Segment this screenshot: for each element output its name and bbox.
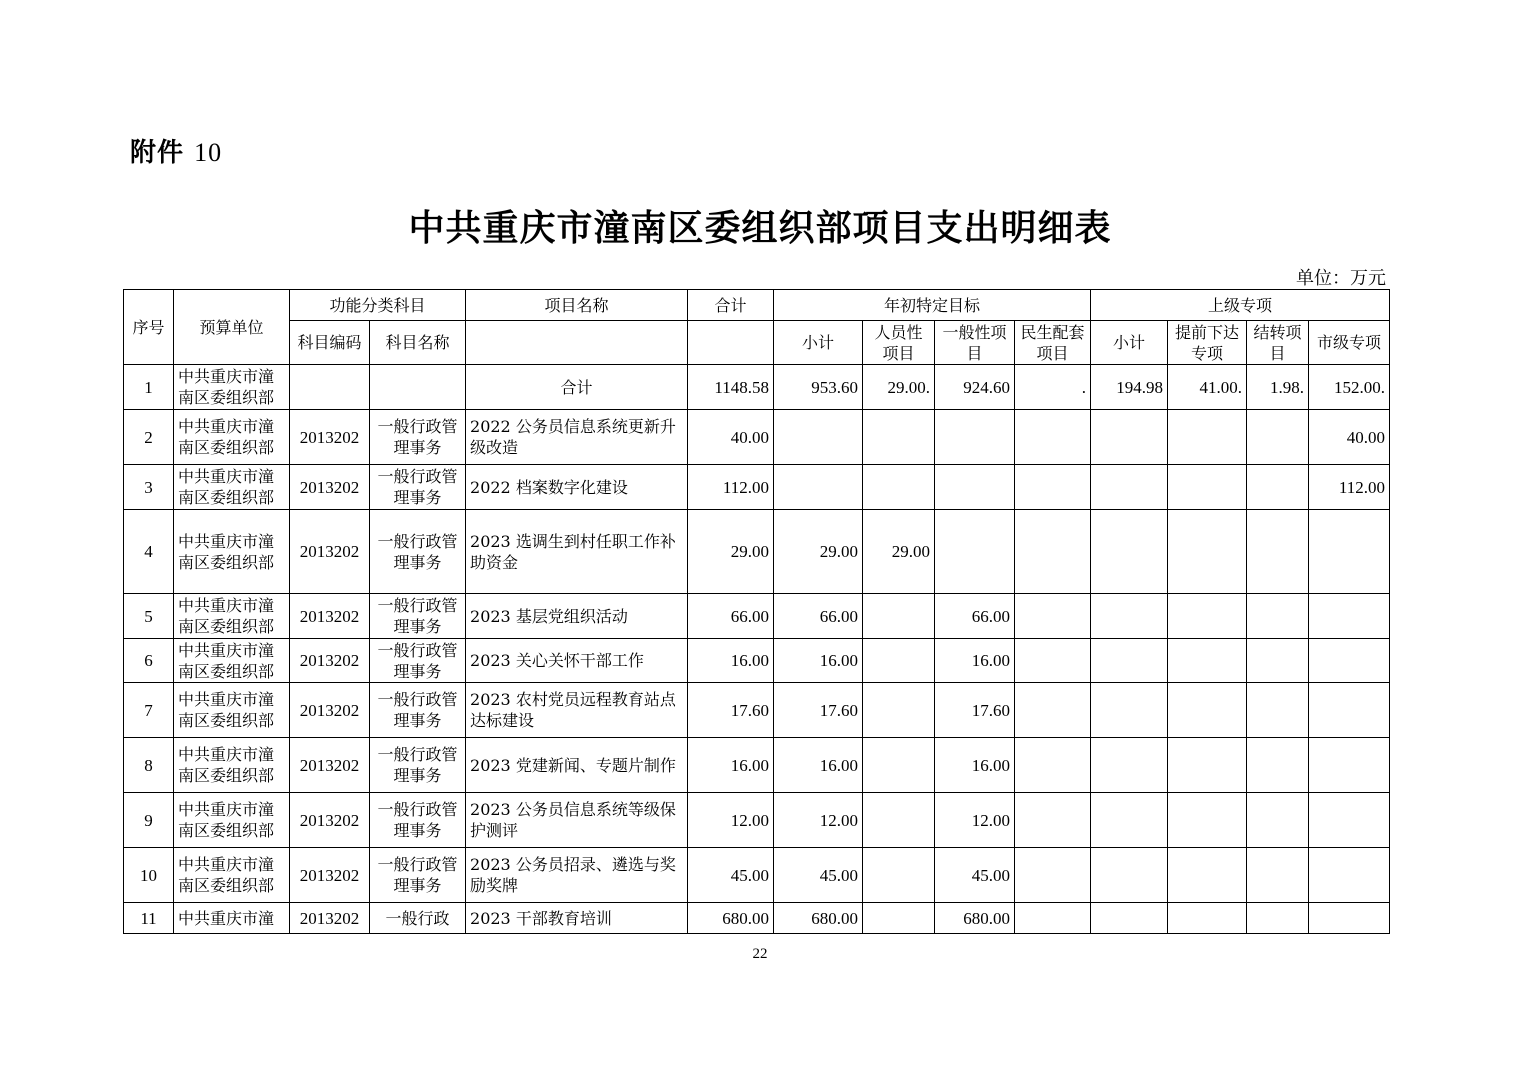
cell-city [1309, 594, 1390, 639]
header-project-name-blank [466, 321, 688, 365]
attachment-word: 附件 [130, 138, 185, 168]
cell-code: 2013202 [290, 848, 370, 903]
table-row [124, 510, 1390, 594]
cell-upper-subtotal [1091, 848, 1168, 903]
cell-livelihood [1015, 848, 1091, 903]
cell-unit: 中共重庆市潼南区委组织部 [174, 465, 290, 510]
cell-project: 合计 [466, 365, 688, 410]
cell-seq: 4 [124, 510, 174, 594]
cell-project: 2023 选调生到村任职工作补助资金 [466, 510, 688, 594]
cell-project: 2023 基层党组织活动 [466, 594, 688, 639]
cell-subject [370, 365, 466, 410]
header-project-name: 项目名称 [466, 290, 688, 321]
cell-seq: 9 [124, 793, 174, 848]
cell-total: 16.00 [688, 639, 774, 683]
cell-carryover [1247, 738, 1309, 793]
cell-personnel [863, 639, 935, 683]
cell-target-subtotal: 16.00 [774, 738, 863, 793]
cell-total: 45.00 [688, 848, 774, 903]
cell-livelihood [1015, 903, 1091, 934]
header-target-subtotal: 小计 [774, 321, 863, 365]
cell-upper-subtotal [1091, 738, 1168, 793]
cell-personnel [863, 465, 935, 510]
cell-total: 112.00 [688, 465, 774, 510]
table-row [124, 738, 1390, 793]
header-seq: 序号 [124, 290, 174, 365]
cell-project: 2023 干部教育培训 [466, 903, 688, 934]
cell-city [1309, 793, 1390, 848]
cell-carryover [1247, 465, 1309, 510]
cell-subject: 一般行政管理事务 [370, 639, 466, 683]
cell-total: 40.00 [688, 410, 774, 465]
cell-livelihood [1015, 594, 1091, 639]
cell-city [1309, 683, 1390, 738]
cell-project: 2023 关心关怀干部工作 [466, 639, 688, 683]
cell-personnel [863, 903, 935, 934]
page-number: 22 [752, 946, 768, 962]
header-subject-name: 科目名称 [370, 321, 466, 365]
cell-total: 1148.58 [688, 365, 774, 410]
cell-upper-subtotal [1091, 793, 1168, 848]
cell-general: 45.00 [935, 848, 1015, 903]
cell-advance [1168, 738, 1247, 793]
cell-project: 2023 公务员招录、遴选与奖励奖牌 [466, 848, 688, 903]
cell-personnel [863, 848, 935, 903]
cell-livelihood [1015, 738, 1091, 793]
cell-city [1309, 510, 1390, 594]
cell-carryover [1247, 594, 1309, 639]
cell-total: 66.00 [688, 594, 774, 639]
cell-advance: 41.00. [1168, 365, 1247, 410]
cell-carryover [1247, 793, 1309, 848]
cell-code: 2013202 [290, 465, 370, 510]
cell-general [935, 410, 1015, 465]
cell-seq: 1 [124, 365, 174, 410]
cell-unit: 中共重庆市潼南区委组织部 [174, 510, 290, 594]
cell-general: 924.60 [935, 365, 1015, 410]
cell-personnel [863, 683, 935, 738]
table-row [124, 410, 1390, 465]
cell-unit: 中共重庆市潼南区委组织部 [174, 848, 290, 903]
cell-subject: 一般行政管理事务 [370, 410, 466, 465]
cell-subject: 一般行政管理事务 [370, 510, 466, 594]
cell-advance [1168, 848, 1247, 903]
cell-subject: 一般行政管理事务 [370, 683, 466, 738]
cell-unit: 中共重庆市潼南区委组织部 [174, 410, 290, 465]
cell-carryover [1247, 903, 1309, 934]
header-upper-subtotal: 小计 [1091, 321, 1168, 365]
cell-code: 2013202 [290, 639, 370, 683]
cell-project: 2023 党建新闻、专题片制作 [466, 738, 688, 793]
cell-advance [1168, 793, 1247, 848]
cell-seq: 8 [124, 738, 174, 793]
cell-unit: 中共重庆市潼 [174, 903, 290, 934]
cell-code: 2013202 [290, 510, 370, 594]
table-row [124, 594, 1390, 639]
cell-seq: 3 [124, 465, 174, 510]
header-subject-code: 科目编码 [290, 321, 370, 365]
cell-subject: 一般行政管理事务 [370, 793, 466, 848]
cell-target-subtotal: 45.00 [774, 848, 863, 903]
cell-subject: 一般行政管理事务 [370, 848, 466, 903]
cell-city [1309, 848, 1390, 903]
cell-seq: 10 [124, 848, 174, 903]
cell-livelihood [1015, 465, 1091, 510]
cell-project: 2023 公务员信息系统等级保护测评 [466, 793, 688, 848]
cell-subject: 一般行政管理事务 [370, 594, 466, 639]
cell-total: 12.00 [688, 793, 774, 848]
cell-advance [1168, 594, 1247, 639]
cell-code [290, 365, 370, 410]
cell-city [1309, 738, 1390, 793]
table-row [124, 848, 1390, 903]
header-livelihood: 民生配套项目 [1015, 321, 1091, 365]
cell-total: 17.60 [688, 683, 774, 738]
cell-upper-subtotal [1091, 465, 1168, 510]
expenditure-table [123, 289, 1390, 934]
cell-upper-subtotal [1091, 510, 1168, 594]
cell-upper-subtotal [1091, 410, 1168, 465]
cell-city [1309, 903, 1390, 934]
cell-target-subtotal [774, 465, 863, 510]
cell-target-subtotal: 680.00 [774, 903, 863, 934]
cell-carryover [1247, 683, 1309, 738]
cell-general [935, 510, 1015, 594]
page-title: 中共重庆市潼南区委组织部项目支出明细表 [408, 208, 1112, 249]
table-row [124, 639, 1390, 683]
cell-subject: 一般行政管理事务 [370, 738, 466, 793]
cell-carryover [1247, 410, 1309, 465]
cell-code: 2013202 [290, 594, 370, 639]
cell-livelihood [1015, 510, 1091, 594]
header-upper-group: 上级专项 [1091, 290, 1390, 321]
cell-unit: 中共重庆市潼南区委组织部 [174, 639, 290, 683]
unit-label: 单位：万元 [1296, 268, 1386, 289]
cell-total: 16.00 [688, 738, 774, 793]
cell-city: 40.00 [1309, 410, 1390, 465]
cell-upper-subtotal [1091, 594, 1168, 639]
cell-livelihood [1015, 410, 1091, 465]
cell-unit: 中共重庆市潼南区委组织部 [174, 738, 290, 793]
cell-target-subtotal: 29.00 [774, 510, 863, 594]
cell-general: 680.00 [935, 903, 1015, 934]
cell-seq: 6 [124, 639, 174, 683]
attachment-number: 10 [194, 138, 223, 167]
cell-city: 112.00 [1309, 465, 1390, 510]
table-row [124, 683, 1390, 738]
header-carryover: 结转项目 [1247, 321, 1309, 365]
cell-personnel [863, 594, 935, 639]
cell-total: 680.00 [688, 903, 774, 934]
cell-seq: 7 [124, 683, 174, 738]
cell-project: 2023 农村党员远程教育站点达标建设 [466, 683, 688, 738]
cell-upper-subtotal: 194.98 [1091, 365, 1168, 410]
cell-target-subtotal: 12.00 [774, 793, 863, 848]
cell-unit: 中共重庆市潼南区委组织部 [174, 365, 290, 410]
cell-upper-subtotal [1091, 903, 1168, 934]
cell-advance [1168, 639, 1247, 683]
cell-advance [1168, 683, 1247, 738]
cell-livelihood: . [1015, 365, 1091, 410]
cell-carryover: 1.98. [1247, 365, 1309, 410]
cell-personnel [863, 738, 935, 793]
cell-advance [1168, 410, 1247, 465]
cell-code: 2013202 [290, 793, 370, 848]
cell-general [935, 465, 1015, 510]
cell-advance [1168, 510, 1247, 594]
cell-project: 2022 公务员信息系统更新升级改造 [466, 410, 688, 465]
attachment-label [130, 132, 222, 169]
cell-target-subtotal: 16.00 [774, 639, 863, 683]
table-row [124, 465, 1390, 510]
header-budget-unit: 预算单位 [174, 290, 290, 365]
cell-project: 2022 档案数字化建设 [466, 465, 688, 510]
cell-target-subtotal [774, 410, 863, 465]
cell-personnel: 29.00. [863, 365, 935, 410]
cell-carryover [1247, 639, 1309, 683]
table-row [124, 793, 1390, 848]
cell-target-subtotal: 66.00 [774, 594, 863, 639]
cell-code: 2013202 [290, 683, 370, 738]
cell-seq: 11 [124, 903, 174, 934]
header-city: 市级专项 [1309, 321, 1390, 365]
cell-personnel: 29.00 [863, 510, 935, 594]
cell-general: 12.00 [935, 793, 1015, 848]
cell-carryover [1247, 848, 1309, 903]
header-function-group: 功能分类科目 [290, 290, 466, 321]
cell-subject: 一般行政 [370, 903, 466, 934]
cell-livelihood [1015, 683, 1091, 738]
header-advance: 提前下达专项 [1168, 321, 1247, 365]
cell-target-subtotal: 17.60 [774, 683, 863, 738]
table-row [124, 903, 1390, 934]
cell-subject: 一般行政管理事务 [370, 465, 466, 510]
table-row [124, 365, 1390, 410]
cell-total: 29.00 [688, 510, 774, 594]
cell-general: 16.00 [935, 738, 1015, 793]
cell-livelihood [1015, 793, 1091, 848]
header-general: 一般性项目 [935, 321, 1015, 365]
cell-target-subtotal: 953.60 [774, 365, 863, 410]
cell-general: 17.60 [935, 683, 1015, 738]
cell-unit: 中共重庆市潼南区委组织部 [174, 683, 290, 738]
cell-city [1309, 639, 1390, 683]
cell-general: 16.00 [935, 639, 1015, 683]
cell-carryover [1247, 510, 1309, 594]
cell-code: 2013202 [290, 738, 370, 793]
header-target-group: 年初特定目标 [774, 290, 1091, 321]
cell-personnel [863, 410, 935, 465]
cell-general: 66.00 [935, 594, 1015, 639]
cell-code: 2013202 [290, 410, 370, 465]
cell-unit: 中共重庆市潼南区委组织部 [174, 793, 290, 848]
header-total: 合计 [688, 290, 774, 321]
cell-seq: 2 [124, 410, 174, 465]
cell-personnel [863, 793, 935, 848]
cell-advance [1168, 903, 1247, 934]
cell-city: 152.00. [1309, 365, 1390, 410]
cell-unit: 中共重庆市潼南区委组织部 [174, 594, 290, 639]
cell-upper-subtotal [1091, 639, 1168, 683]
cell-code: 2013202 [290, 903, 370, 934]
header-total-blank [688, 321, 774, 365]
header-personnel: 人员性项目 [863, 321, 935, 365]
cell-seq: 5 [124, 594, 174, 639]
cell-upper-subtotal [1091, 683, 1168, 738]
cell-livelihood [1015, 639, 1091, 683]
cell-advance [1168, 465, 1247, 510]
